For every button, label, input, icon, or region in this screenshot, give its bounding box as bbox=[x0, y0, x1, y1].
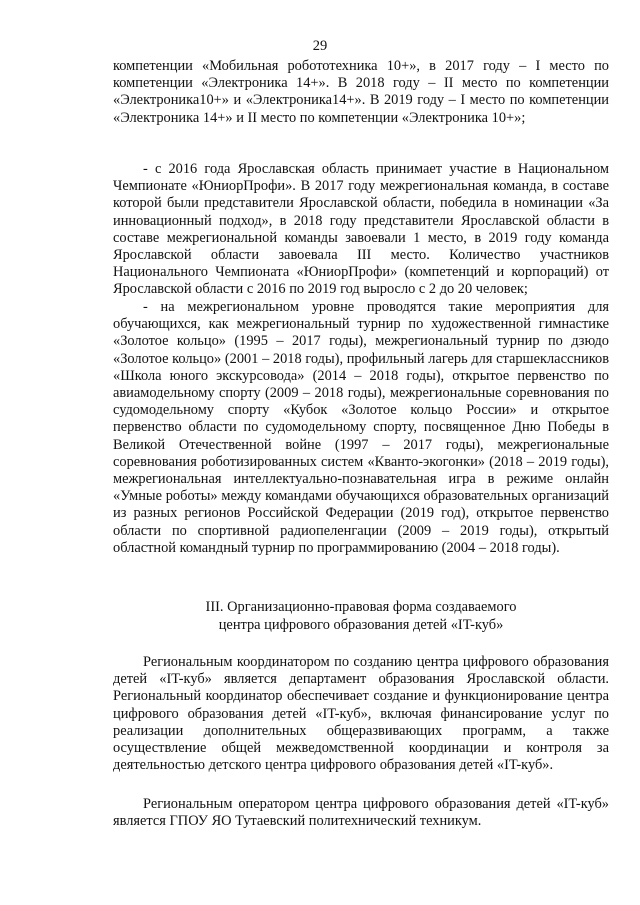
paragraph-text: - на межрегиональном уровне проводятся такие мероприятия для обучающихся, как межрегиональный турнир по художественной гимнастике «Золотое кольцо» (1995 – 2017 годы), межрегиональный турнир по дзюдо «Золотое кольцо» (2001 – 2018 годы), профильный лагерь для старшеклассников «Школа юного экскурсовода» (2014 – 2018 годы), открытое первенство по авиамодельному спорту (2009 – 2018 годы), межрегиональные соревнования по судомодельному спорту «Кубок «Золотое кольцо России» и открытое первенство области по судомодельному спорту, посвященное Дню Победы в Великой Отечественной войне (1997 – 2017 годы), межрегиональные соревнования роботизированных систем «Кванто-экогонки» (2018 – 2019 годы), межрегиональная интеллектуально-познавательная игра в режиме онлайн «Умные роботы» между командами обучающихся образовательных организаций из разных регионов Российской Федерации (2019 год), открытое первенство области по спортивной радиопеленгации (2009 – 2019 годы), открытый областной командный турнир по программированию (2004 – 2018 годы). bbox=[113, 299, 609, 556]
paragraph-text: компетенции «Мобильная робототехника 10+», в 2017 году – I место по компетенции «Электроника 14+». В 2018 году – II место по компетенции «Электроника10+» и «Электроника14+». В 2019 году – I место по компетенции «Электроника 14+» и II место по компетенции «Электроника 10+»; bbox=[113, 58, 609, 126]
page-number: 29 bbox=[312, 38, 328, 54]
paragraph-text: Региональным координатором по созданию центра цифрового образования детей «IT-куб» является департамент образования Ярославской области. Региональный координатор обеспечивает создание и функционирование центра цифрового образования детей «IT-куб», включая финансирование услуг по реализации дополнительных общеразвивающих программ, а также осуществление общей межведомственной координации и контроля за деятельностью детского центра цифрового образования детей «IT-куб». bbox=[113, 654, 609, 774]
paragraph-text: - с 2016 года Ярославская область принимает участие в Национальном Чемпионате «ЮниорПрофи». В 2017 году межрегиональная команда, в составе которой были представители Ярославской области, победила в номинации «За инновационный подход», в 2018 году представители Ярославской области в составе межрегиональной команды завоевали 1 место, в 2019 году команда Ярославской области завоевала III место. Количество участников Национального Чемпионата «ЮниорПрофи» (компетенций и корпораций) от Ярославской области с 2016 по 2019 год выросло с 2 до 20 человек; bbox=[113, 161, 609, 298]
paragraph-regional-operator bbox=[113, 796, 609, 830]
paragraph-competitions-continued bbox=[113, 58, 609, 127]
paragraph-junior-profi bbox=[113, 161, 609, 299]
paragraph-text: Региональным оператором центра цифрового образования детей «IT-куб» является ГПОУ ЯО Тутаевский политехнический техникум. bbox=[113, 796, 609, 830]
section-heading-line-1: III. Организационно-правовая форма создаваемого bbox=[205, 599, 517, 615]
section-heading bbox=[113, 599, 609, 634]
paragraph-interregional-events bbox=[113, 299, 609, 557]
paragraph-regional-coordinator bbox=[113, 654, 609, 774]
section-heading-line-2: центра цифрового образования детей «IT-куб» bbox=[218, 616, 504, 633]
